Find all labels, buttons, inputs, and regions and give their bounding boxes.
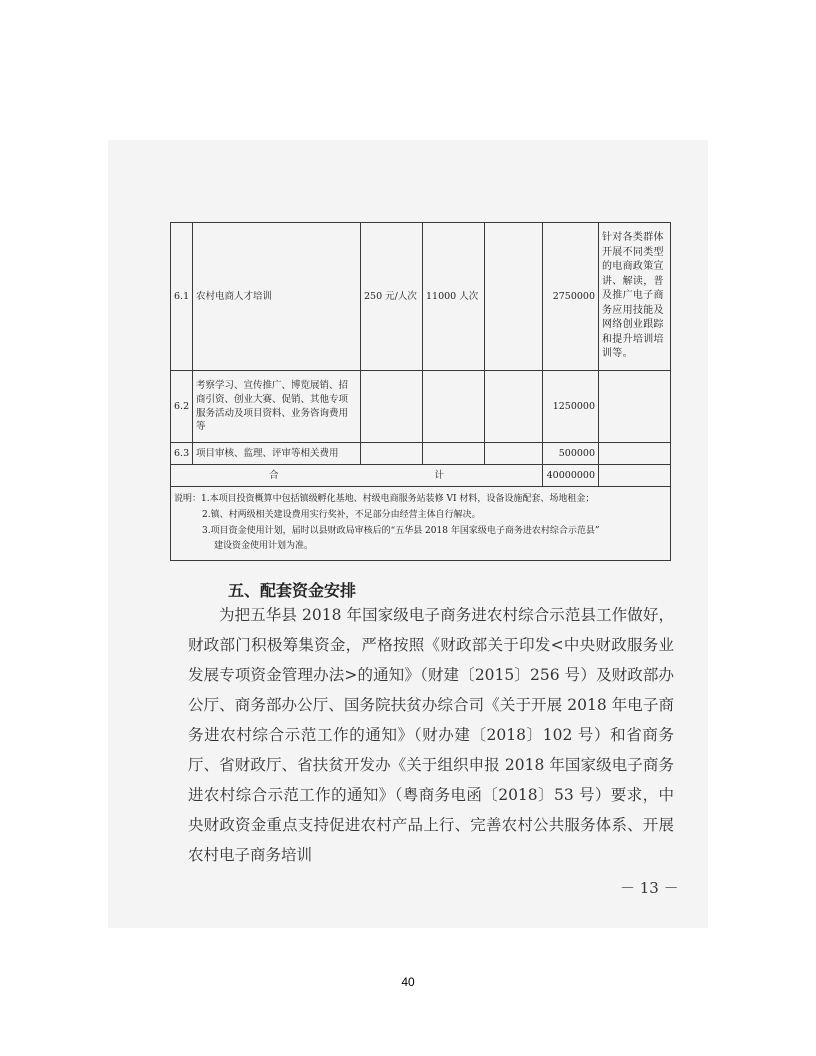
amount: 500000 — [543, 443, 599, 465]
quantity — [423, 371, 485, 443]
row-number: 6.1 — [171, 223, 193, 371]
notes-row — [171, 487, 671, 561]
table-row-6-2 — [171, 371, 671, 443]
extra-cell — [485, 223, 543, 371]
remark — [599, 371, 671, 443]
row-number: 6.3 — [171, 443, 193, 465]
unit-price — [361, 371, 423, 443]
quantity: 11000 人次 — [423, 223, 485, 371]
note-line-2: 2.镇、村两级相关建设费用实行奖补，不足部分由经营主体自行解决。 — [202, 509, 481, 520]
note-line-3: 3.项目资金使用计划，届时以县财政局审核后的“五华县 2018 年国家级电子商务进农村综合示范县” — [202, 525, 600, 536]
extra-cell — [485, 443, 543, 465]
quantity — [423, 443, 485, 465]
inner-page-number: － 13 － — [620, 879, 679, 897]
remark: 针对各类群体开展不同类型的电商政策宣讲、解读，普及推广电子商务应用技能及网络创业跟踪和提升培训培训等。 — [599, 223, 671, 371]
row-number: 6.2 — [171, 371, 193, 443]
unit-price: 250 元/人次 — [361, 223, 423, 371]
unit-price — [361, 443, 423, 465]
total-label — [171, 465, 543, 487]
note-line-4: 建设资金使用计划为准。 — [214, 541, 314, 552]
budget-table — [170, 222, 671, 561]
remark — [599, 443, 671, 465]
notes-cell — [171, 487, 671, 561]
amount: 2750000 — [543, 223, 599, 371]
total-label-1: 合 — [268, 469, 279, 481]
item-name: 农村电商人才培训 — [193, 223, 361, 371]
table-row-6-1 — [171, 223, 671, 371]
total-remark — [599, 465, 671, 487]
body-paragraph: 为把五华县 2018 年国家级电子商务进农村综合示范县工作做好，财政部门积极筹集资金，严格按照《财政部关于印发<中央财政服务业发展专项资金管理办法>的通知》（财建〔2015〕256 号）及财政部办公厅、商务部办公厅、国务院扶贫办综合司《关于开展 2018 年电子商务进农村综合示范工作的通知》（财办建〔2018〕102 号）和省商务厅、省财政厅、省扶贫开发办《关于组织申报 2018 年国家级电子商务进农村综合示范工作的通知》（粤商务电函〔2018〕53 号）要求，中央财政资金重点支持促进农村产品上行、完善农村公共服务体系、开展农村电子商务培训 — [188, 606, 674, 864]
outer-page-number: 40 — [401, 975, 415, 989]
total-label-2: 计 — [434, 469, 445, 481]
section-heading: 五、配套资金安排 — [228, 581, 357, 600]
note-line-1: 说明：1.本项目投资概算中包括镇级孵化基地、村级电商服务站装修 VI 材料，设备设施配套、场地租金； — [174, 494, 595, 504]
item-name: 考察学习、宣传推广、博览展销、招商引资、创业大赛、促销、其他专项服务活动及项目资料、业务咨询费用等 — [193, 371, 361, 443]
total-amount: 40000000 — [543, 465, 599, 487]
total-row — [171, 465, 671, 487]
item-name: 项目审核、监理、评审等相关费用 — [193, 443, 361, 465]
table-row-6-3 — [171, 443, 671, 465]
extra-cell — [485, 371, 543, 443]
amount: 1250000 — [543, 371, 599, 443]
